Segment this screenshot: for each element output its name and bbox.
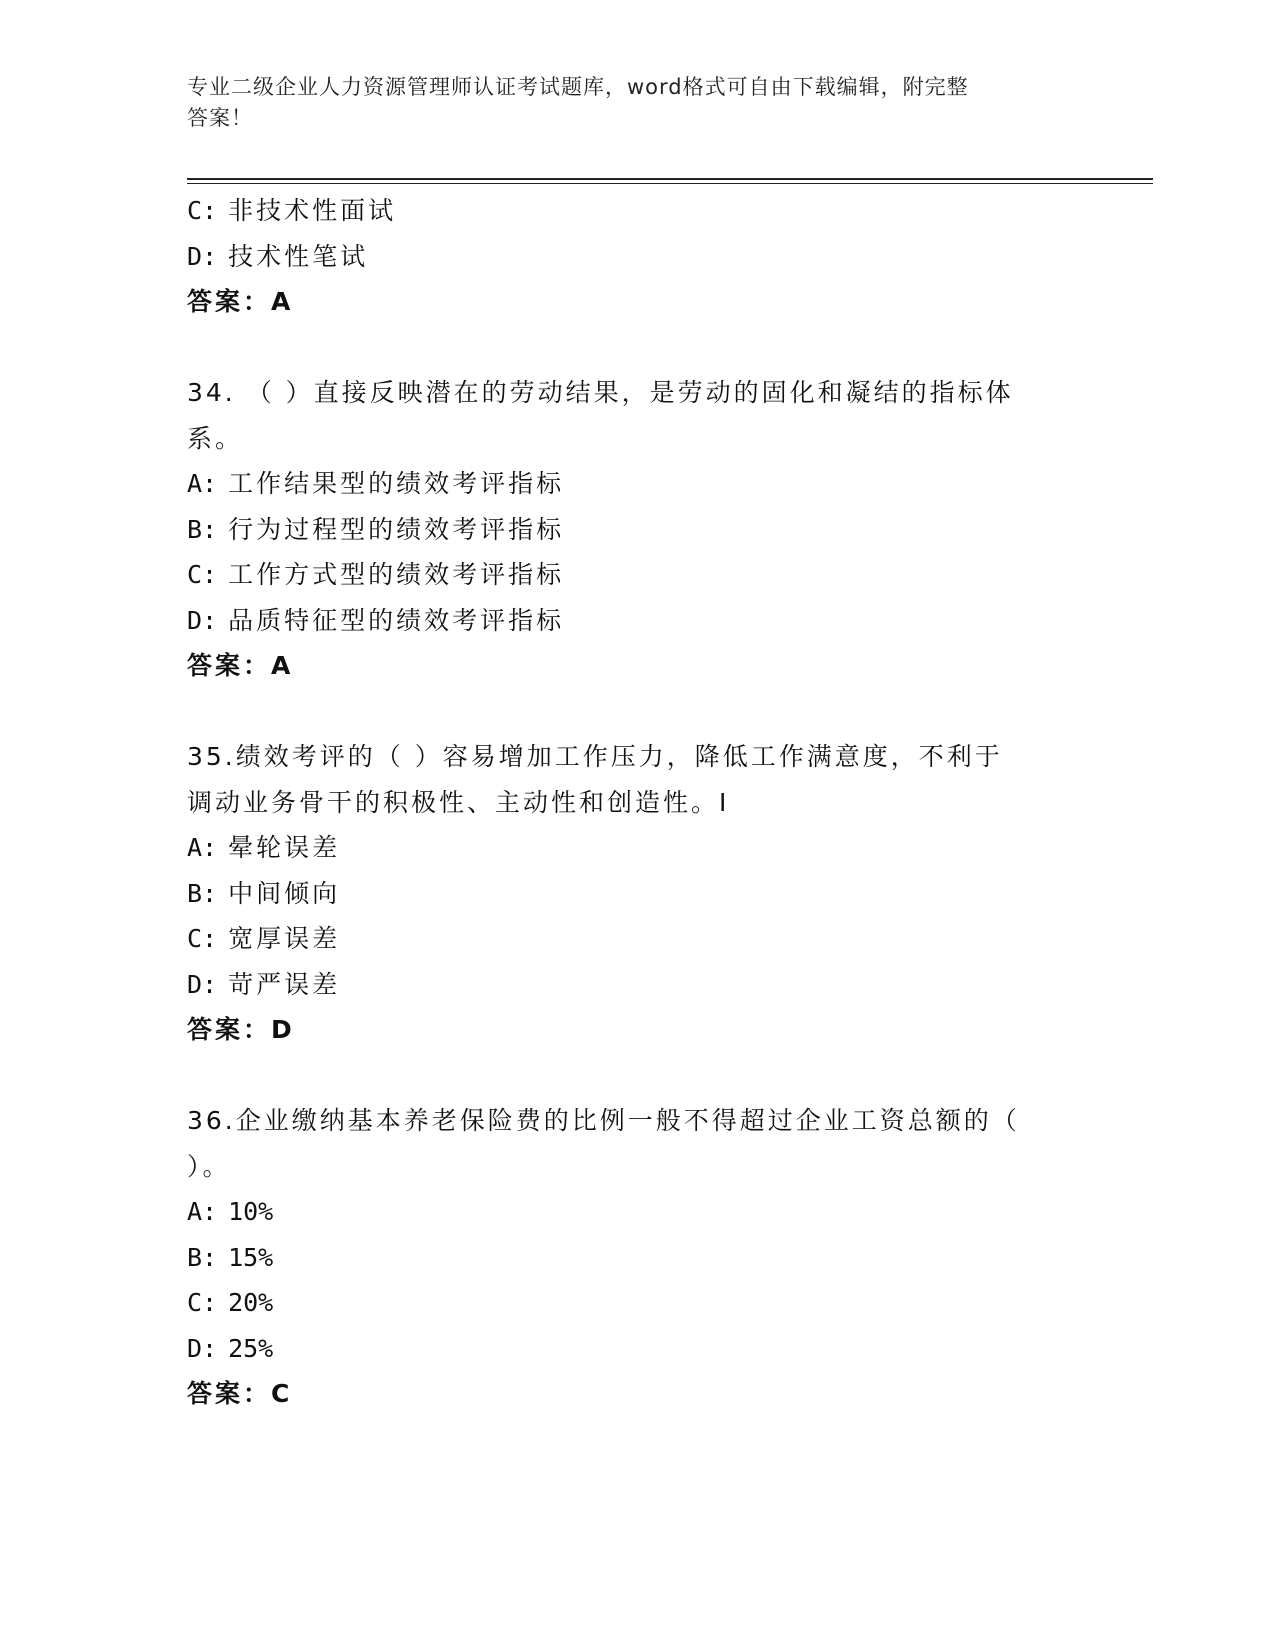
header-divider-thin [187, 183, 1153, 184]
option-row: D: 25% [187, 1333, 274, 1363]
option-row: C: 20% [187, 1288, 274, 1317]
header-line-1: 专业二级企业人力资源管理师认证考试题库，word格式可自由下载编辑，附完整 [187, 75, 969, 99]
question-text-line-2: 系。 [187, 423, 244, 453]
option-row: D: 技术性笔试 [187, 241, 369, 271]
question-text-line-1: 34. （ ）直接反映潜在的劳动结果，是劳动的固化和凝结的指标体 [187, 378, 1014, 407]
option-row: B: 中间倾向 [187, 878, 341, 908]
option-row: B: 15% [187, 1242, 274, 1272]
answer-line: 答案：A [187, 651, 294, 680]
question-35 [187, 734, 1087, 1053]
answer-line: 答案：A [187, 287, 294, 316]
option-row: C: 宽厚误差 [187, 924, 341, 953]
question-text-line-1: 36.企业缴纳基本养老保险费的比例一般不得超过企业工资总额的（ [187, 1106, 1020, 1135]
document-body [187, 188, 1087, 1417]
question-text-line-2: ）。 [187, 1151, 231, 1181]
option-row: A: 10% [187, 1197, 274, 1226]
spacer [187, 689, 1087, 735]
answer-line: 答案：C [187, 1379, 293, 1408]
spacer [187, 1053, 1087, 1099]
question-text-line-2: 调动业务骨干的积极性、主动性和创造性。I [187, 787, 730, 817]
document-header [187, 72, 1067, 134]
option-row: C: 工作方式型的绩效考评指标 [187, 560, 565, 589]
option-row: B: 行为过程型的绩效考评指标 [187, 514, 565, 544]
answer-line: 答案：D [187, 1015, 295, 1044]
question-34 [187, 370, 1087, 689]
option-row: D: 苛严误差 [187, 969, 341, 999]
option-row: A: 晕轮误差 [187, 833, 341, 862]
option-row: D: 品质特征型的绩效考评指标 [187, 605, 565, 635]
option-row: A: 工作结果型的绩效考评指标 [187, 469, 565, 498]
header-divider-thick [187, 178, 1153, 180]
spacer [187, 325, 1087, 371]
question-36 [187, 1098, 1087, 1417]
header-line-2: 答案！ [187, 106, 253, 130]
option-row: C: 非技术性面试 [187, 196, 397, 225]
question-text-line-1: 35.绩效考评的（ ）容易增加工作压力，降低工作满意度，不利于 [187, 742, 1003, 771]
previous-question-tail [187, 188, 1087, 325]
